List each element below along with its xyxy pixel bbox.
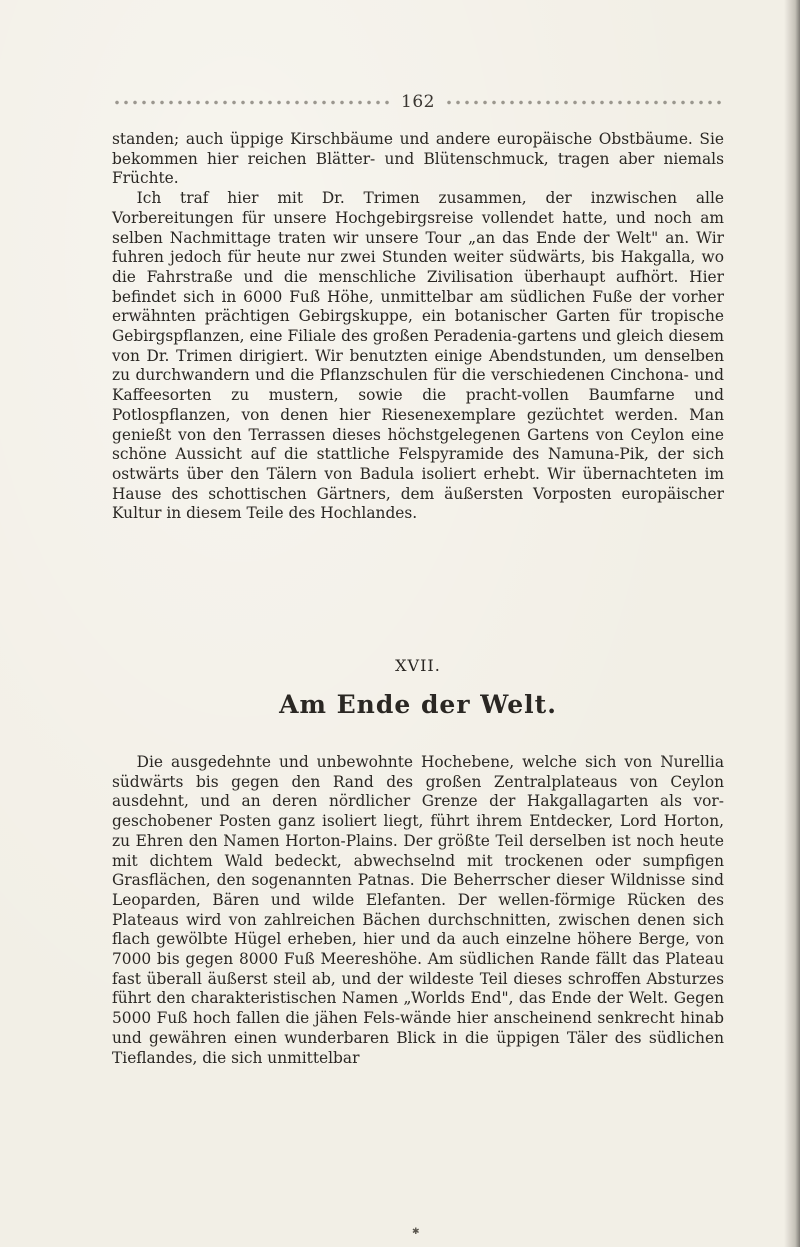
header-ornament-right: [444, 97, 724, 107]
signature-mark: ✱: [412, 1227, 420, 1237]
page-header: [112, 90, 724, 114]
bottom-text-block: [112, 753, 724, 1068]
chapter-number: XVII.: [395, 656, 441, 675]
page-number: 162: [401, 92, 435, 112]
paragraph-horton-plains: Die ausgedehnte und unbewohnte Hochebene, welche sich von Nurellia südwärts bis gegen den Rand des großen Zentralplateaus von Ceylon ausdehnt, und an deren nördlicher Grenze der Hakgallagarten als vor-geschobener Posten ganz isoliert liegt, führt ihrem Entdecker, Lord Horton, zu Ehren den Namen Horton-Plains. Der größte Teil derselben ist noch heute mit dichtem Wald bedeckt, abwechselnd mit trockenen oder sumpfigen Grasflächen, den sogenannten Patnas. Die Beherrscher dieser Wildnisse sind Leoparden, Bären und wilde Elefanten. Der wellen-förmige Rücken des Plateaus wird von zahlreichen Bächen durchschnitten, zwischen denen sich flach gewölbte Hügel erheben, hier und da auch einzelne höhere Berge, von 7000 bis gegen 8000 Fuß Meereshöhe. Am südlichen Rande fällt das Plateau fast überall äußerst steil ab, und der wildeste Teil dieses schroffen Absturzes führt den charakteristischen Namen „Worlds End", das Ende der Welt. Gegen 5000 Fuß hoch fallen die jähen Fels-wände hier anscheinend senkrecht hinab und gewähren einen wunderbaren Blick in die üppigen Täler des südlichen Tieflandes, die sich unmittelbar: [112, 753, 724, 1067]
paragraph-continued: standen; auch üppige Kirschbäume und andere europäische Obstbäume. Sie bekommen hier reichen Blätter- und Blütenschmuck, tragen aber niemals Früchte.: [112, 130, 724, 188]
page-edge-shadow: [784, 0, 800, 1247]
top-text-block: [112, 130, 724, 524]
chapter-title: Am Ende der Welt.: [279, 690, 557, 719]
paragraph-trimen-journey: Ich traf hier mit Dr. Trimen zusammen, der inzwischen alle Vorbereitungen für unsere Hochgebirgsreise vollendet hatte, und noch am selben Nachmittage traten wir unsere Tour „an das Ende der Welt" an. Wir fuhren jedoch für heute nur zwei Stunden weiter südwärts, bis Hakgalla, wo die Fahrstraße und die menschliche Zivilisation überhaupt aufhört. Hier befindet sich in 6000 Fuß Höhe, unmittelbar am südlichen Fuße der vorher erwähnten prächtigen Gebirgskuppe, ein botanischer Garten für tropische Gebirgspflanzen, eine Filiale des großen Peradenia-gartens und gleich diesem von Dr. Trimen dirigiert. Wir benutzten einige Abendstunden, um denselben zu durchwandern und die Pflanzschulen für die verschiedenen Cinchona- und Kaffeesorten zu mustern, sowie die pracht-vollen Baumfarne und Potlospflanzen, von denen hier Riesenexemplare gezüchtet werden. Man genießt von den Terrassen dieses höchstgelegenen Gartens von Ceylon eine schöne Aussicht auf die stattliche Felspyramide des Namuna-Pik, der sich ostwärts über den Tälern von Badula isoliert erhebt. Wir übernachteten im Hause des schottischen Gärtners, dem äußersten Vorposten europäischer Kultur in diesem Teile des Hochlandes.: [112, 189, 724, 523]
header-ornament-left: [112, 97, 392, 107]
